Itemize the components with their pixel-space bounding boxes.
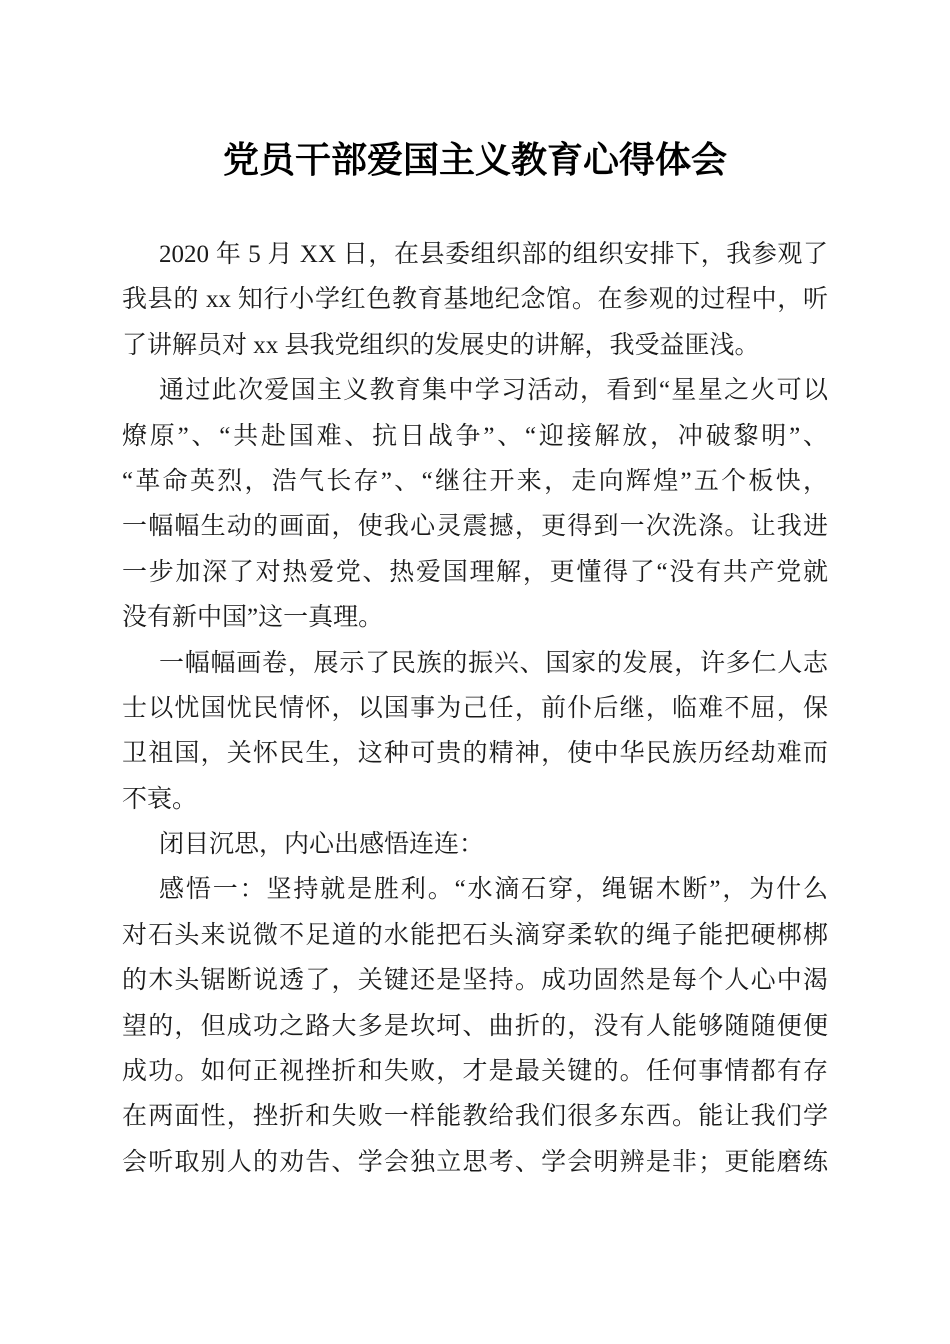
- text-line: 2020 年 5 月 XX 日，在县委组织部的组织安排下，我参观了: [159, 241, 828, 268]
- text-line: 会听取别人的劝告、学会独立思考、学会明辨是非；更能磨练: [122, 1148, 828, 1176]
- text-line: 不衰。: [122, 785, 198, 813]
- paragraph: [122, 232, 828, 368]
- text-line: “革命英烈，浩气长存”、“继往开来，走向辉煌”五个板快，: [122, 467, 828, 495]
- text-line: 通过此次爱国主义教育集中学习活动，看到“星星之火可以: [159, 377, 828, 405]
- text-line: 成功。如何正视挫折和失败，才是最关键的。任何事情都有存: [122, 1058, 828, 1086]
- paragraph: [122, 641, 828, 823]
- text-line: 燎原”、“共赴国难、抗日战争”、“迎接解放，冲破黎明”、: [122, 422, 828, 450]
- text-line: 士以忧国忧民情怀，以国事为己任，前仆后继，临难不屈，保: [122, 694, 828, 722]
- text-line: 一幅幅生动的画面，使我心灵震撼，更得到一次洗涤。让我进: [122, 513, 828, 541]
- text-line: 一幅幅画卷，展示了民族的振兴、国家的发展，许多仁人志: [159, 649, 828, 677]
- text-line: 在两面性，挫折和失败一样能教给我们很多东西。能让我们学: [122, 1103, 828, 1131]
- text-line: 一步加深了对热爱党、热爱国理解，更懂得了“没有共产党就: [122, 558, 828, 586]
- text-line: 了讲解员对 xx 县我党组织的发展史的讲解，我受益匪浅。: [122, 331, 760, 359]
- text-line: 卫祖国，关怀民生，这种可贵的精神，使中华民族历经劫难而: [122, 740, 828, 768]
- text-line: 我县的 xx 知行小学红色教育基地纪念馆。在参观的过程中，听: [122, 286, 828, 314]
- paragraph: [122, 822, 828, 867]
- text-line: 闭目沉思，内心出感悟连连：: [159, 831, 485, 859]
- document-body: [122, 232, 828, 1185]
- paragraph: [122, 368, 828, 640]
- text-line: 望的，但成功之路大多是坎坷、曲折的，没有人能够随随便便: [122, 1012, 828, 1040]
- paragraph: [122, 867, 828, 1185]
- text-line: 感悟一：坚持就是胜利。“水滴石穿，绳锯木断”，为什么: [159, 876, 828, 904]
- text-line: 没有新中国”这一真理。: [122, 604, 384, 632]
- text-line: 对石头来说微不足道的水能把石头滴穿柔软的绳子能把硬梆梆: [122, 921, 828, 949]
- document-title: 党员干部爱国主义教育心得体会: [222, 140, 727, 180]
- text-line: 的木头锯断说透了，关键还是坚持。成功固然是每个人心中渴: [122, 967, 828, 995]
